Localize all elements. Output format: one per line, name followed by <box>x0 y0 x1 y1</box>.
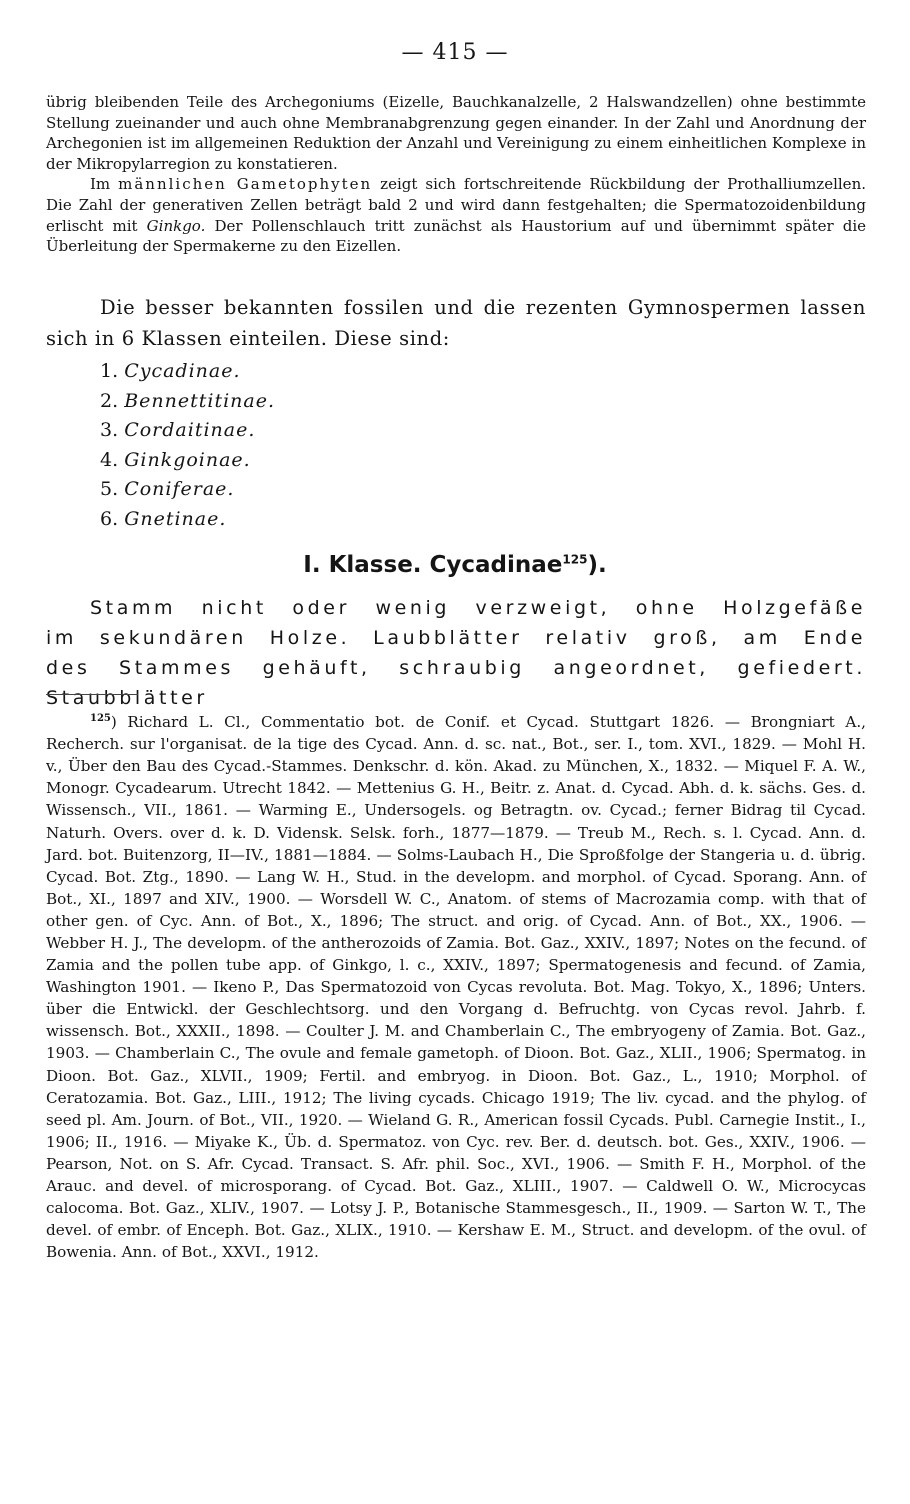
list-item <box>100 357 275 387</box>
item-name: Ginkgoinae. <box>124 448 251 471</box>
item-name: Gnetinae. <box>124 507 227 530</box>
archegonium-section <box>46 92 866 257</box>
list-item <box>100 446 275 476</box>
page-number: — 415 — <box>401 40 509 65</box>
list-item <box>100 416 275 446</box>
paragraph-male-gametophyte <box>46 174 866 256</box>
lead-word: Im <box>90 175 111 194</box>
footnote-body: ) Richard L. Cl., Commentatio bot. de Conif. et Cycad. Stuttgart 1826. — Brongniart A., Recherch. sur l'organisat. de la tige des Cycad. Ann. d. sc. nat., Bot., ser. I., tom. XVI., 1829. — Mohl H. v., Über den Bau des Cycad.-Stammes. Denkschr. d. kön. Akad. zu München, X., 1832. — Miquel F. A. W., Monogr. Cycadearum. Utrecht 1842. — Mettenius G. H., Beitr. z. Anat. d. Cycad. Abh. d. k. sächs. Ges. d. Wissensch., VII., 1861. — Warming E., Undersogels. og Betragtn. ov. Cycad.; ferner Bidrag til Cycad. Naturh. Overs. over d. k. D. Vidensk. Selsk. forh., 1877—1879. — Treub M., Rech. s. l. Cycad. Ann. d. Jard. bot. Buitenzorg, II—IV., 1881—1884. — Solms-Laubach H., Die Sproßfolge der Stangeria u. d. übrig. Cycad. Bot. Ztg., 1890. — Lang W. H., Stud. in the developm. and morphol. of Cycad. Sporang. Ann. of Bot., XI., 1897 and XIV., 1900. — Worsdell W. C., Anatom. of stems of Macrozamia comp. with that of other gen. of Cyc. Ann. of Bot., X., 1896; The struct. and orig. of Cycad. Ann. of Bot., XX., 1906. — Webber H. J., The developm. of the antherozoids of Zamia. Bot. Gaz., XXIV., 1897; Notes on the fecund. of Zamia and the pollen tube app. of Ginkgo, l. c., XXIV., 1897; Spermatogenesis and fecund. of Zamia, Washington 1901. — Ikeno P., Das Spermatozoid von Cycas revoluta. Bot. Mag. Tokyo, X., 1896; Unters. über die Entwickl. der Geschlechtsorg. und den Vorgang d. Befruchtg. von Cycas revol. Jahrb. f. wissensch. Bot., XXXII., 1898. — Coulter J. M. and Chamberlain C., The embryogeny of Zamia. Bot. Gaz., 1903. — Chamberlain C., The ovule and female gametoph. of Dioon. Bot. Gaz., XLII., 1906; Spermatog. in Dioon. Bot. Gaz., XLVII., 1909; Fertil. and embryog. in Dioon. Bot. Gaz., L., 1910; Morphol. of Ceratozamia. Bot. Gaz., LIII., 1912; The living cycads. Chicago 1919; The liv. cycad. and the phylog. of seed pl. Am. Journ. of Bot., VII., 1920. — Wieland G. R., American fossil Cycads. Publ. Carnegie Instit., I., 1906; II., 1916. — Miyake K., Üb. d. Spermatoz. von Cyc. rev. Ber. d. deutsch. bot. Ges., XXIV., 1906. — Pearson, Not. on S. Afr. Cycad. Transact. S. Afr. phil. Soc., XVI., 1906. — Smith F. H., Morphol. of the Arauc. and devel. of microsporang. of Cycad. Bot. Gaz., XLIII., 1907. — Caldwell O. W., Microcycas calocoma. Bot. Gaz., XLIV., 1907. — Lotsy J. P., Botanische Stammesgesch., II., 1909. — Sarton W. T., The devel. of embr. of Enceph. Bot. Gaz., XLIX., 1910. — Kershaw E. M., Struct. and developm. of the ovul. of Bowenia. Ann. of Bot., XXVI., 1912. <box>46 713 866 1262</box>
item-name: Cordaitinae. <box>124 419 256 441</box>
heading-tail: ). <box>587 552 607 578</box>
intro-text: Die besser bekannten fossilen und die rezenten Gymnospermen lassen sich in 6 Klassen einteilen. Diese sind: <box>46 296 866 350</box>
item-number: 1. <box>100 360 119 382</box>
text-run: Der Pollenschlauch tritt zunächst als Haustorium auf und übernimmt später die Überleitung der Spermakerne zu den Eizellen. <box>46 216 866 256</box>
classification-intro <box>46 292 866 354</box>
footnote-divider <box>46 694 138 695</box>
heading-text: I. Klasse. Cycadinae <box>303 552 563 578</box>
description-text: Stamm nicht oder wenig verzweigt, ohne Holzgefäße im sekundären Holze. Laubblätter relativ groß, am Ende des Stammes gehäuft, schraubig angeordnet, gefiedert. Staubblätter <box>46 597 866 709</box>
spaced-term: männlichen Gametophyten <box>118 175 373 194</box>
item-number: 3. <box>100 419 119 441</box>
section-heading <box>0 552 910 578</box>
footnote-marker: 125 <box>90 713 111 724</box>
item-name: Coniferae. <box>124 478 235 500</box>
item-number: 6. <box>100 507 119 530</box>
list-item <box>100 505 275 535</box>
list-item <box>100 387 275 417</box>
footnote-125 <box>46 708 866 1263</box>
item-number: 2. <box>100 389 119 412</box>
item-number: 5. <box>100 478 119 500</box>
class-description <box>46 593 866 713</box>
list-item <box>100 475 275 505</box>
item-number: 4. <box>100 448 119 471</box>
class-list <box>100 357 275 534</box>
text-run: zeigt sich fortschreitende Rückbildung der Prothalliumzellen. Die Zahl der generativen Zellen beträgt bald 2 und wird dann festgehalten; die Spermatozoidenbildung erlischt mit <box>46 175 866 235</box>
item-name: Cycadinae. <box>124 360 241 382</box>
paragraph-archegonia: übrig bleibenden Teile des Archegoniums (Eizelle, Bauchkanalzelle, 2 Halswandzellen) ohne bestimmte Stellung zueinander und auch ohne Membranabgrenzung gegen einander. In der Zahl und Anordnung der Archegonien ist im allgemeinen Reduktion der Anzahl und Vereinigung zu einem einheitlichen Komplexe in der Mikropylarregion zu konstatieren. <box>46 93 866 173</box>
footnote-ref: 125 <box>562 552 588 567</box>
italic-genus: Ginkgo. <box>146 216 206 235</box>
item-name: Bennettitinae. <box>124 389 276 412</box>
footnote-text <box>46 708 866 1263</box>
